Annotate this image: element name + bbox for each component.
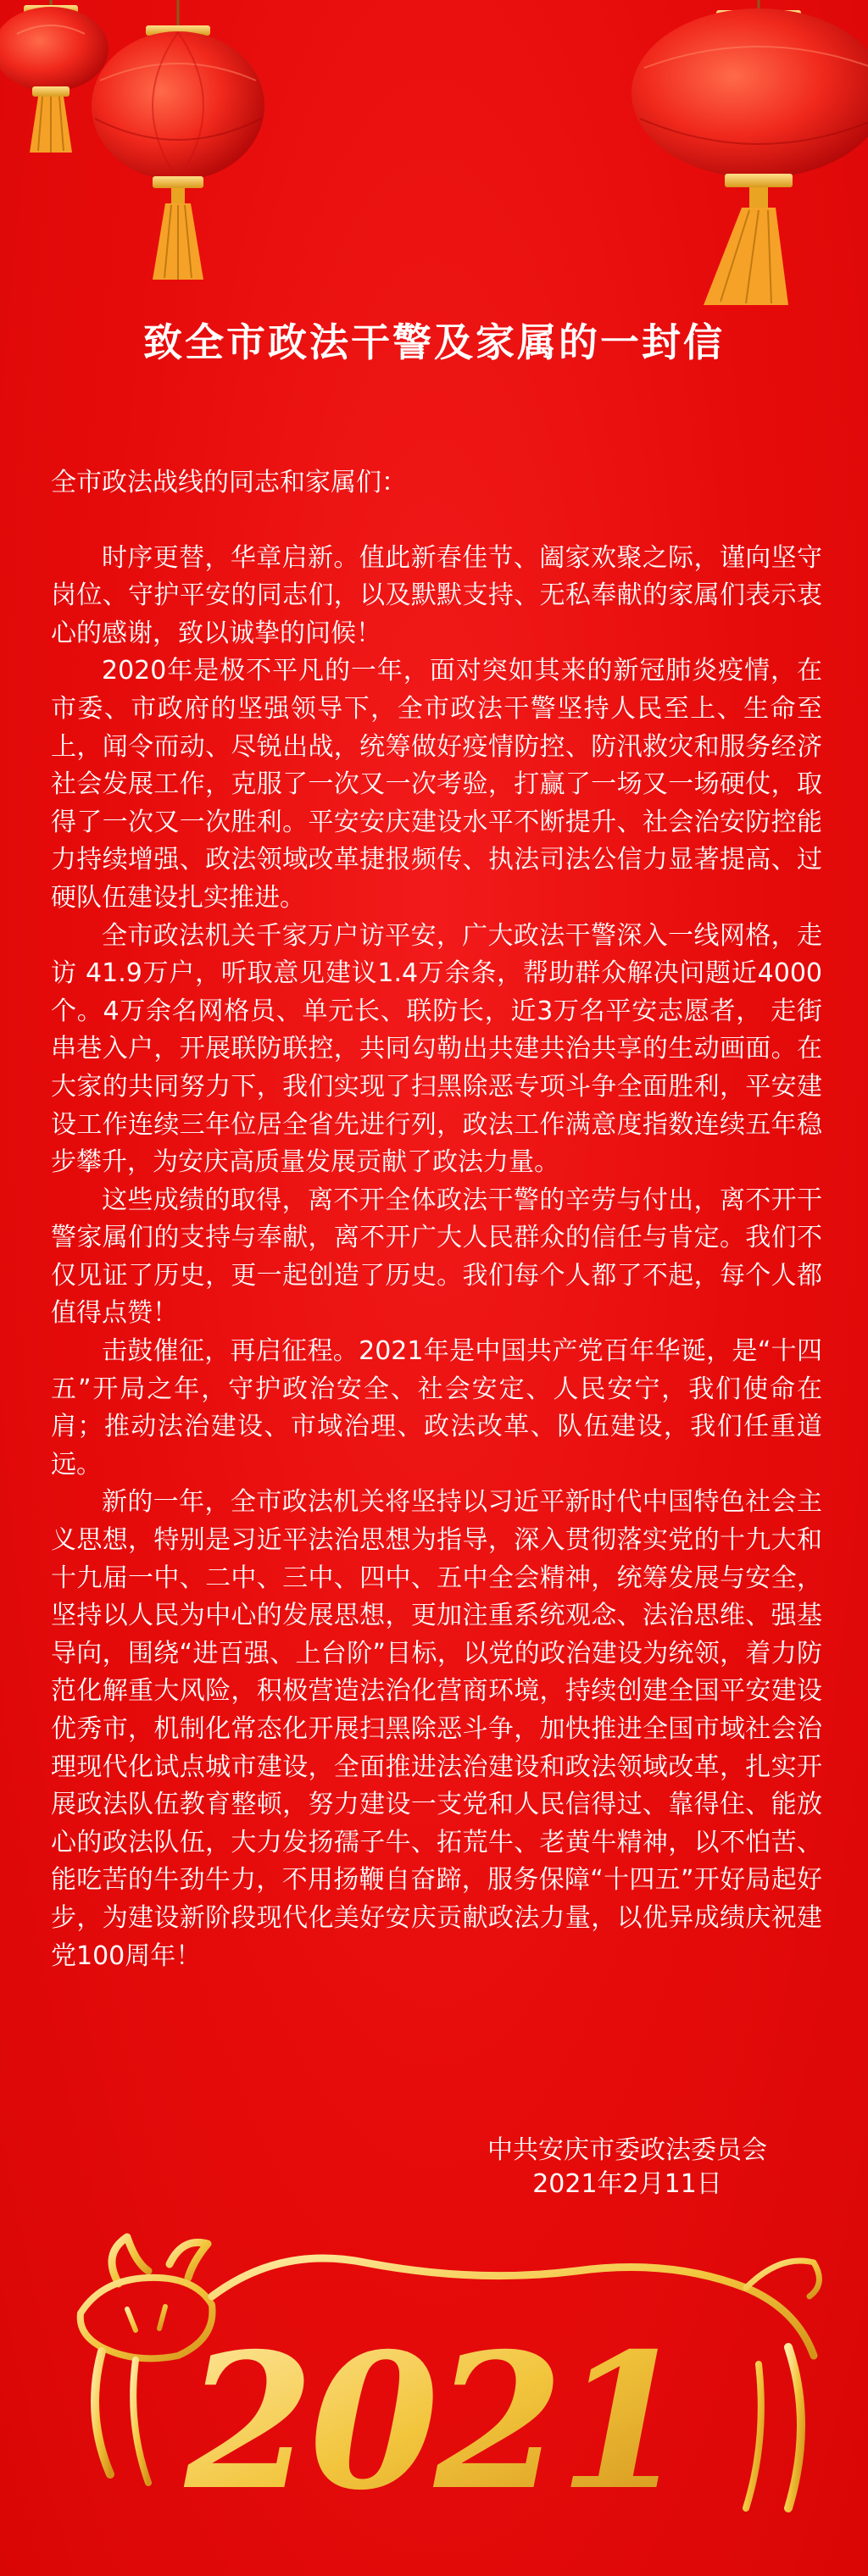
year-2021-art: 2021 — [184, 2312, 684, 2531]
paragraph-3: 全市政法机关千家万户访平安，广大政法干警深入一线网格，走访 41.9万户，听取意见建议1.4万余条，帮助群众解决问题近4000个。4万余名网格员、单元长、联防长，近3万名平安志愿者， 走街串巷入户，开展联防联控，共同勾勒出共建共治共享的生动画面。在大家的共同努力下，我们实现了扫黑除恶专项斗争全面胜利，平安建设工作连续三年位居全省先进行列，政法工作满意度指数连续五年稳步攀升，为安庆高质量发展贡献了政法力量。 — [51, 920, 822, 1178]
paragraph-4: 这些成绩的取得，离不开全体政法干警的辛劳与付出，离不开干警家属们的支持与奉献，离不开广大人民群众的信任与肯定。我们不仅见证了历史，更一起创造了历史。我们每个人都了不起，每个人都值得点赞！ — [51, 1185, 822, 1329]
paragraph-6: 新的一年，全市政法机关将坚持以习近平新时代中国特色社会主义思想，特别是习近平法治思想为指导，深入贯彻落实党的十九大和十九届一中、二中、三中、四中、五中全会精神，统筹发展与安全，坚持以人民为中心的发展思想，更加注重系统观念、法治思维、强基导向，围绕“进百强、上台阶”目标，以党的政治建设为统领，着力防范化解重大风险，积极营造法治化营商环境，持续创建全国平安建设优秀市，机制化常态化开展扫黑除恶斗争，加快推进全国市域社会治理现代化试点城市建设，全面推进法治建设和政法领域改革，扎实开展政法队伍教育整顿，努力建设一支党和人民信得过、靠得住、能放心的政法队伍，大力发扬孺子牛、拓荒牛、老黄牛精神，以不怕苦、能吃苦的牛劲牛力，不用扬鞭自奋蹄，服务保障“十四五”开好局起好步，为建设新阶段现代化美好安庆贡献政法力量，以优异成绩庆祝建党100周年！ — [51, 1487, 822, 1971]
signature-date: 2021年2月11日 — [532, 2169, 722, 2199]
lantern-icon — [0, 0, 108, 153]
letter-title: 致全市政法干警及家属的一封信 — [143, 319, 725, 365]
letter-body — [51, 464, 822, 1975]
lantern-icon — [632, 0, 868, 305]
paragraph-1: 时序更替，华章启新。值此新春佳节、阖家欢聚之际，谨向坚守岗位、守护平安的同志们，以及默默支持、无私奉献的家属们表示衷心的感谢，致以诚挚的问候！ — [51, 542, 822, 648]
paragraph-2: 2020年是极不平凡的一年，面对突如其来的新冠肺炎疫情，在市委、市政府的坚强领导下，全市政法干警坚持人民至上、生命至上，闻令而动、尽锐出战，统筹做好疫情防控、防汛救灾和服务经济社会发展工作，克服了一次又一次考验，打赢了一场又一场硬仗，取得了一次又一次胜利。平安安庆建设水平不断提升、社会治安防控能力持续增强、政法领域改革捷报频传、执法司法公信力显著提高、过硬队伍建设扎实推进。 — [51, 656, 822, 913]
signature-org: 中共安庆市委政法委员会 — [487, 2135, 767, 2165]
signature — [449, 2134, 805, 2201]
year-art — [0, 2203, 868, 2576]
paragraph-5: 击鼓催征，再启征程。2021年是中国共产党百年华诞，是“十四五”开局之年，守护政治安全、社会安定、人民安宁，我们使命在肩；推动法治建设、市域治理、政法改革、队伍建设，我们任重道远。 — [51, 1336, 822, 1480]
lantern-icon — [92, 0, 264, 280]
salutation: 全市政法战线的同志和家属们： — [51, 468, 407, 497]
